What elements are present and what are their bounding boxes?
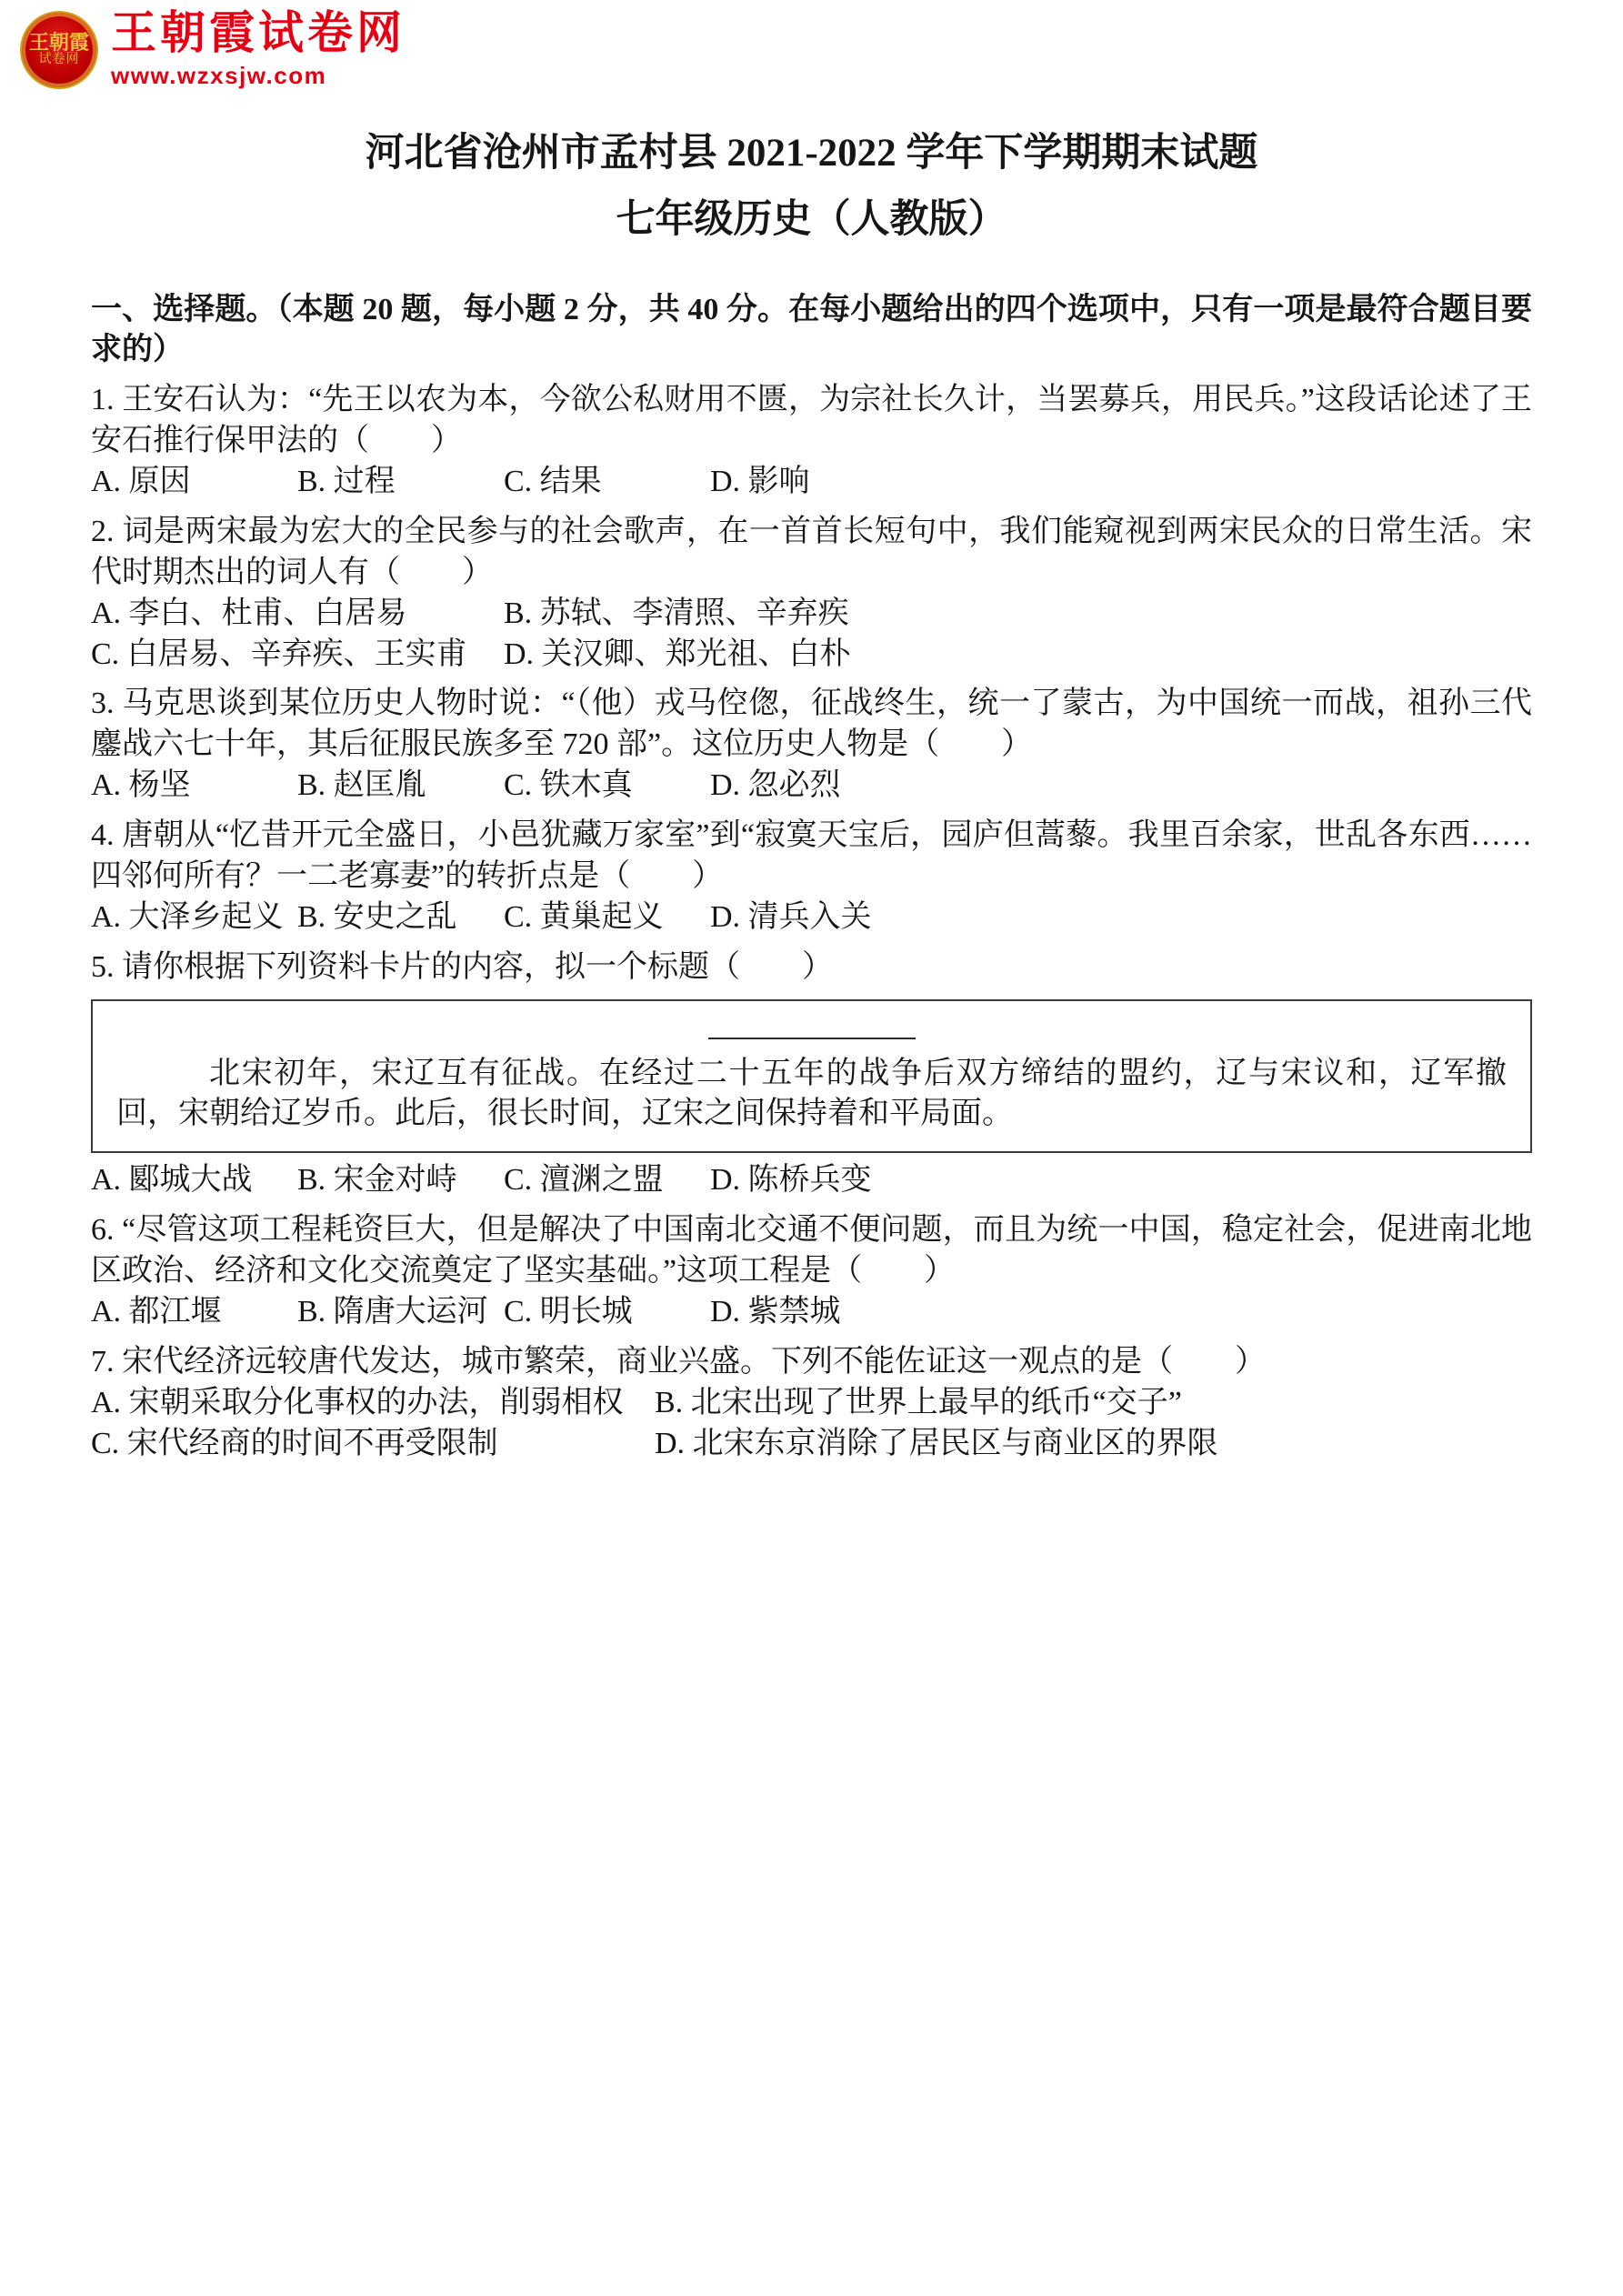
question-5-options [91,1160,1532,1201]
question-7-option-c: C. 宋代经商的时间不再受限制 [91,1426,498,1460]
question-5-option-a: A. 郾城大战 [91,1163,253,1198]
question-4-option-c: C. 黄巢起义 [504,899,664,934]
question-6-options [91,1292,1532,1333]
material-card-text: 北宋初年，宋辽互有征战。在经过二十五年的战争后双方缔结的盟约，辽与宋议和，辽军撤回，宋朝给辽岁币。此后，很长时间，辽宋之间保持着和平局面。 [116,1056,1507,1131]
section-one-heading: 一、选择题。（本题 20 题，每小题 2 分，共 40 分。在每小题给出的四个选项中，只有一项是最符合题目要求的） [91,292,1532,367]
exam-title: 河北省沧州市孟村县 2021-2022 学年下学期期末试题 [365,132,1258,175]
question-7-option-b: B. 北宋出现了世界上最早的纸币“交子” [655,1385,1182,1419]
question-1-option-c: C. 结果 [504,465,602,498]
question-3-stem: 3. 马克思谈到某位历史人物时说：“（他）戎马倥偬，征战终生，统一了蒙古，为中国统一而战，祖孙三代鏖战六七十年，其后征服民族多至 720 部”。这位历史人物是（ ） [91,687,1532,762]
question-1-options [91,462,1532,503]
question-4-stem: 4. 唐朝从“忆昔开元全盛日，小邑犹藏万家室”到“寂寞天宝后，园庐但蒿藜。我里百余家，世乱各东西……四邻何所有？一二老寡妻”的转折点是（ ） [91,818,1532,893]
question-3-option-d: D. 忽必烈 [710,768,841,803]
brand-emblem-icon [20,11,98,89]
question-6-option-b: B. 隋唐大运河 [297,1294,488,1328]
question-3-option-a: A. 杨坚 [91,768,191,803]
question-6-option-a: A. 都江堰 [91,1294,222,1328]
site-name: 王朝霞试卷网 [111,7,406,58]
emblem-text-top: 王朝霞 [28,31,89,55]
question-5-option-b: B. 宋金对峙 [297,1163,457,1198]
question-7-stem: 7. 宋代经济远较唐代发达，城市繁荣，商业兴盛。下列不能佐证这一观点的是（ ） [91,1344,1266,1379]
question-2-stem: 2. 词是两宋最为宏大的全民参与的社会歌声，在一首首长短句中，我们能窥视到两宋民众的日常生活。宋代时期杰出的词人有（ ） [91,514,1532,589]
question-2-options [91,594,1532,676]
question-2-option-b: B. 苏轼、李清照、辛弃疾 [504,596,849,630]
question-1-option-b: B. 过程 [297,465,396,498]
question-5 [91,947,1532,1202]
question-1-stem: 1. 王安石认为：“先王以农为本，今欲公私财用不匮，为宗社长久计，当罢募兵，用民兵。”这段话论述了王安石推行保甲法的（ ） [91,383,1532,458]
question-3 [91,684,1532,807]
question-4-option-a: A. 大泽乡起义 [91,899,284,934]
question-7 [91,1342,1532,1465]
question-6 [91,1210,1532,1333]
question-1-option-d: D. 影响 [710,465,810,498]
question-7-option-a: A. 宋朝采取分化事权的办法，削弱相权 [91,1385,624,1419]
question-5-stem: 5. 请你根据下列资料卡片的内容，拟一个标题（ ） [91,949,833,984]
material-card [91,999,1532,1154]
question-2-option-a: A. 李白、杜甫、白居易 [91,596,407,630]
question-3-option-b: B. 赵匡胤 [297,768,426,803]
question-3-options [91,766,1532,807]
site-url: www.wzxsjw.com [111,61,327,89]
logo-text-block [111,9,406,91]
question-6-option-c: C. 明长城 [504,1294,633,1328]
question-6-option-d: D. 紫禁城 [710,1294,841,1328]
question-4-option-d: D. 清兵入关 [710,899,872,934]
question-1 [91,380,1532,503]
question-5-option-c: C. 澶渊之盟 [504,1163,664,1198]
question-7-options [91,1383,1532,1465]
question-2-option-d: D. 关汉卿、郑光祖、白朴 [504,637,851,671]
material-title-blank-line [708,1016,916,1039]
exam-subtitle: 七年级历史（人教版） [616,197,1007,241]
question-1-option-a: A. 原因 [91,465,191,498]
site-logo [20,9,406,91]
question-2-option-c: C. 白居易、辛弃疾、王实甫 [91,637,467,671]
emblem-text-bottom: 试卷网 [38,53,80,67]
question-2 [91,512,1532,676]
question-6-stem: 6. “尽管这项工程耗资巨大，但是解决了中国南北交通不便问题，而且为统一中国，稳定社会，促进南北地区政治、经济和文化交流奠定了坚实基础。”这项工程是（ ） [91,1213,1532,1288]
question-4 [91,816,1532,938]
question-5-option-d: D. 陈桥兵变 [710,1163,872,1198]
question-3-option-c: C. 铁木真 [504,768,633,803]
question-4-option-b: B. 安史之乱 [297,899,457,934]
question-7-option-d: D. 北宋东京消除了居民区与商业区的界限 [655,1426,1218,1460]
question-4-options [91,897,1532,938]
